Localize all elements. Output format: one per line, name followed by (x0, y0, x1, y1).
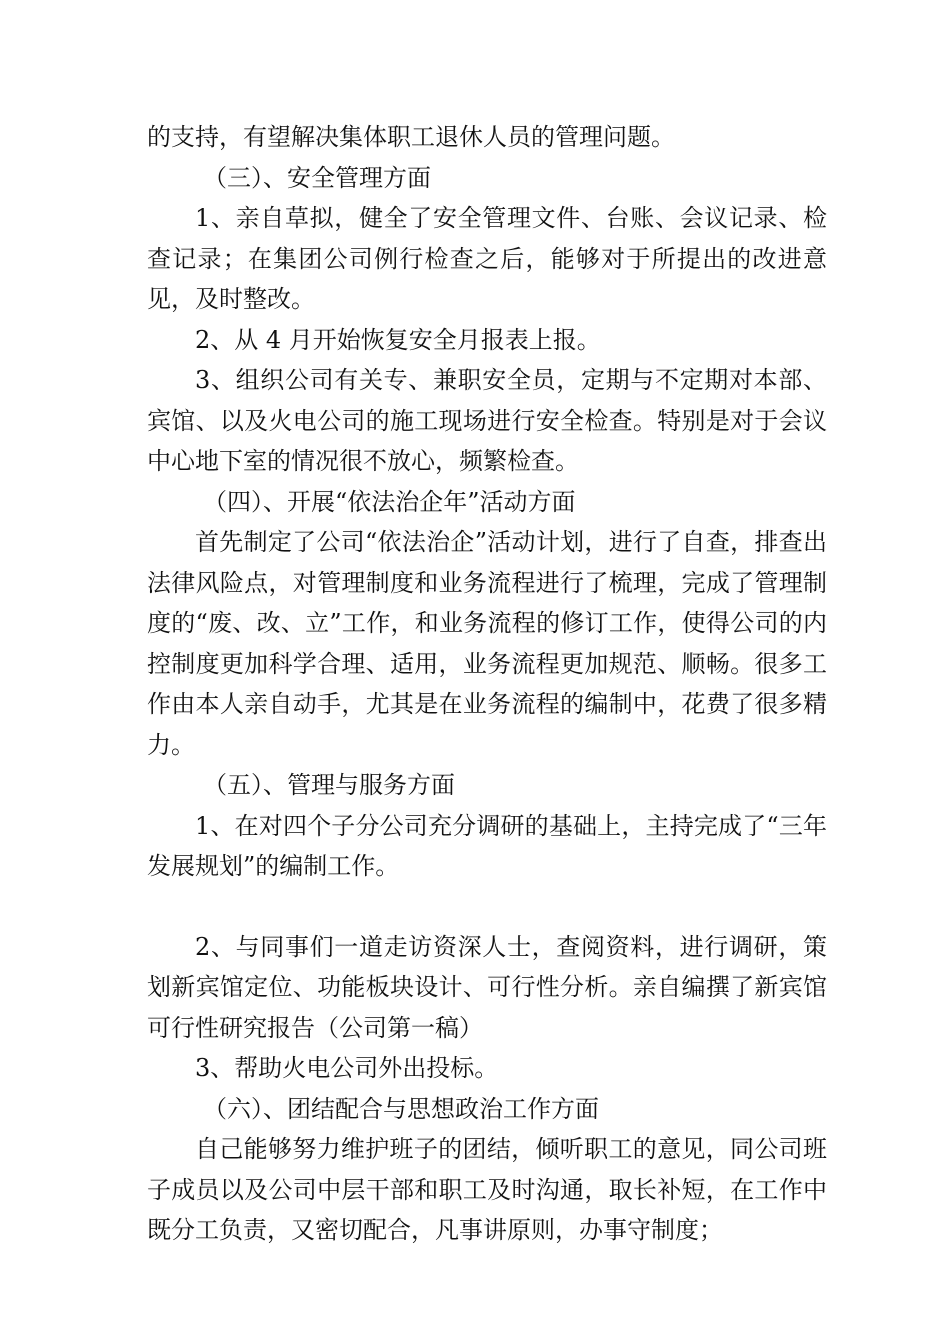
blank-line (147, 887, 827, 927)
paragraph-safety-2: 2、从 4 月开始恢复安全月报表上报。 (195, 325, 601, 354)
paragraph-continuation: 的支持，有望解决集体职工退休人员的管理问题。 (147, 123, 675, 151)
paragraph-management-3: 3、帮助火电公司外出投标。 (195, 1054, 499, 1082)
paragraph-legal: 首先制定了公司“依法治企”活动计划，进行了自查，排查出法律风险点，对管理制度和业务流程进行了梳理，完成了管理制度的“废、改、立”工作，和业务流程的修订工作，使得公司的内控制度更加科学合理、适用，业务流程更加规范、顺畅。很多工作由本人亲自动手，尤其是在业务流程的编制中，花费了很多精力。 (147, 528, 827, 759)
section-heading-legal: （四）、开展“依法治企年”活动方面 (203, 487, 576, 516)
section-heading-management: （五）、管理与服务方面 (203, 771, 455, 799)
document-body (147, 117, 827, 1251)
section-heading-safety: （三）、安全管理方面 (203, 163, 431, 192)
paragraph-management-1: 1、在对四个子分公司充分调研的基础上，主持完成了“三年发展规划”的编制工作。 (147, 811, 827, 880)
paragraph-management-2: 2、与同事们一道走访资深人士，查阅资料，进行调研，策划新宾馆定位、功能板块设计、可行性分析。亲自编撰了新宾馆可行性研究报告（公司第一稿） (147, 932, 827, 1042)
section-heading-unity: （六）、团结配合与思想政治工作方面 (203, 1094, 599, 1123)
paragraph-safety-3: 3、组织公司有关专、兼职安全员，定期与不定期对本部、宾馆、以及火电公司的施工现场进行安全检查。特别是对于会议中心地下室的情况很不放心，频繁检查。 (147, 366, 827, 475)
paragraph-unity: 自己能够努力维护班子的团结，倾听职工的意见，同公司班子成员以及公司中层干部和职工及时沟通，取长补短，在工作中既分工负责，又密切配合，凡事讲原则，办事守制度； (147, 1135, 827, 1244)
paragraph-safety-1: 1、亲自草拟，健全了安全管理文件、台账、会议记录、检查记录；在集团公司例行检查之后，能够对于所提出的改进意见，及时整改。 (147, 204, 827, 313)
